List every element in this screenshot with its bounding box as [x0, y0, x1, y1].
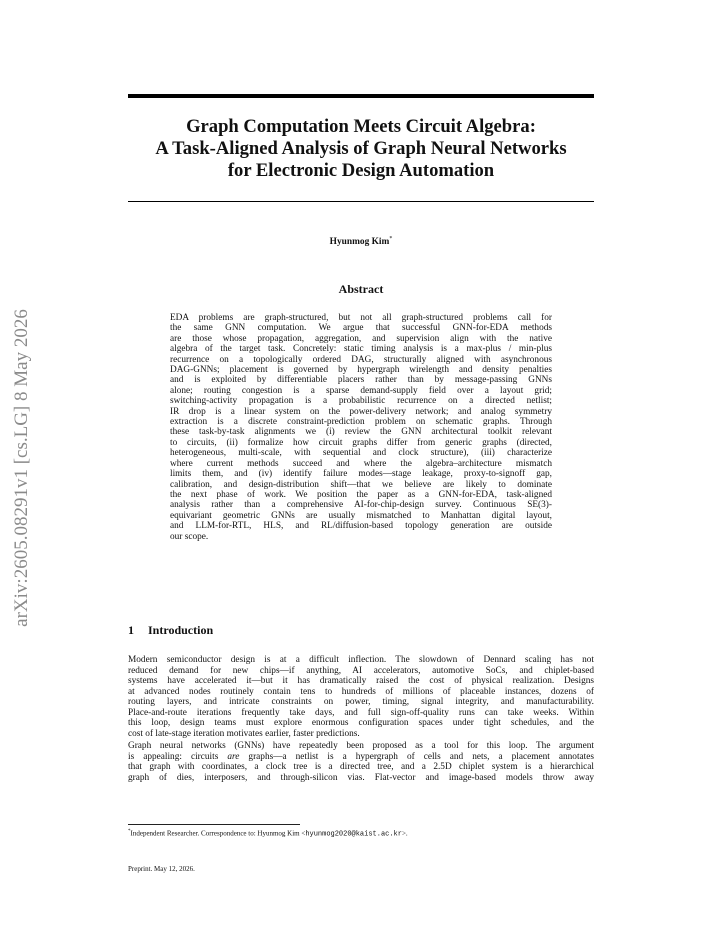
footnote-email[interactable]: hyunmog2020@kaist.ac.kr — [305, 830, 402, 839]
paragraph-line: Place-and-route iterations frequently take days, and full sign-off-quality runs can take weeks. Within — [128, 707, 594, 718]
arxiv-identifier-stamp: arXiv:2605.08291v1 [cs.LG] 8 May 2026 — [11, 309, 32, 627]
paragraph-line: algebra of the target task. Concretely: static timing analysis is a max-plus / min-plus — [170, 344, 552, 355]
intro-paragraph-2 — [128, 741, 594, 783]
paragraph-line: to circuits, (ii) formalize how circuit graphs differ from generic graphs (directed, — [170, 437, 552, 448]
paragraph-line: systems have accelerated it—but it has dramatically raised the cost of physical realization. Designs — [128, 676, 594, 686]
paragraph-line: that graph with coordinates, a clock tree is a directed tree, and a 2.5D chiplet system is a hierarchical — [128, 762, 594, 772]
emphasis-text: are — [227, 751, 240, 762]
paragraph-line: calibration, and design-distribution shift—that we believe are likely to dominate — [170, 479, 552, 490]
paragraph-line: this loop, design teams must explore enormous configuration spaces under tight schedules, and the — [128, 718, 594, 728]
paragraph-line: Graph neural networks (GNNs) have repeatedly been proposed as a tool for this loop. The argument — [128, 741, 594, 751]
paragraph-line: graph of dies, interposers, and through-silicon vias. Flat-vector and image-based models throw away — [128, 772, 594, 783]
paper-title — [128, 116, 594, 182]
paragraph-line: reduced demand for new chips—if anything, AI accelerators, automotive SoCs, and chiplet-based — [128, 665, 594, 676]
paragraph-line: the same GNN computation. We argue that successful GNN-for-EDA methods — [170, 323, 552, 334]
section-title: Introduction — [148, 623, 214, 637]
title-line: Graph Computation Meets Circuit Algebra: — [186, 116, 536, 137]
footnote-rule — [128, 824, 300, 825]
paragraph-line: switching-activity propagation is a probabilistic recurrence on a directed netlist; — [170, 396, 552, 407]
paragraph-line: extraction is a discrete constraint-prediction problem on schematic graphs. Through — [170, 417, 552, 428]
author-name: Hyunmog Kim — [329, 237, 390, 248]
paragraph-line: alone; routing congestion is a sparse demand-supply field over a layout grid; — [170, 385, 552, 396]
paragraph-line — [128, 752, 594, 763]
paragraph-line: Modern semiconductor design is at a difficult inflection. The slowdown of Dennard scaling has not — [128, 655, 594, 665]
paragraph-line: and is exploited by differentiable placers rather than by message-passing GNNs — [170, 375, 552, 386]
paragraph-line: DAG-GNNs; placement is governed by hypergraph wirelength and density penalties — [170, 365, 552, 376]
paragraph-line: where current methods succeed and where the algebra–architecture mismatch — [170, 458, 552, 469]
title-line: A Task-Aligned Analysis of Graph Neural Networks — [155, 138, 567, 159]
author-footnote-mark: * — [389, 236, 393, 242]
intro-paragraph-1 — [128, 655, 594, 739]
paragraph-line: heterogeneous, multi-scale, with sequential and clock structure), (iii) characterize — [170, 448, 552, 459]
title-line: for Electronic Design Automation — [227, 160, 495, 181]
paragraph-line: equivariant geometric GNNs are usually mismatched to Manhattan digital layout, — [170, 510, 552, 521]
preprint-notice: Preprint. May 12, 2026. — [128, 865, 195, 873]
abstract-body — [170, 313, 552, 542]
paragraph-line: at advanced nodes routinely contain tens to hundreds of millions of placeable instances, dozens of — [128, 686, 594, 697]
paragraph-line: and LLM-for-RTL, HLS, and RL/diffusion-based topology generation are outside — [170, 521, 552, 532]
title-top-rule — [128, 94, 594, 98]
paragraph-line: the next phase of work. We position the paper as a GNN-for-EDA, task-aligned — [170, 489, 552, 500]
paragraph-line: these task-by-task alignments we (i) review the GNN architectural toolkit relevant — [170, 427, 552, 438]
section-heading — [128, 623, 213, 638]
paragraph-line: IR drop is a linear system on the power-delivery network; and analog symmetry — [170, 406, 552, 417]
paragraph-line: EDA problems are graph-structured, but not all graph-structured problems call for — [170, 313, 552, 323]
text-run: is appealing: circuits — [128, 751, 228, 762]
section-number: 1 — [128, 623, 134, 637]
paragraph-line: are those whose propagation, aggregation, and supervision align with the native — [170, 333, 552, 344]
footnote-close: >. — [401, 829, 408, 838]
paragraph-line: cost of late-stage iteration motivates earlier, faster predictions. — [128, 728, 360, 739]
paragraph-line: limits them, and (iv) identify failure modes—stage leakage, proxy-to-signoff gap, — [170, 469, 552, 480]
footnote — [128, 829, 408, 838]
footnote-text: Independent Researcher. Correspondence to: Hyunmog Kim < — [130, 829, 306, 838]
paragraph-line: analysis rather than a comprehensive AI-for-chip-design survey. Continuous SE(3)- — [170, 500, 552, 511]
paragraph-line: routing layers, and intricate constraints on power, timing, signal integrity, and manufacturability. — [128, 697, 594, 707]
paragraph-line: recurrence on a topologically ordered DAG, structurally aligned with asynchronous — [170, 354, 552, 365]
paragraph-line: our scope. — [170, 531, 209, 542]
footnote-mark: * — [128, 829, 131, 834]
title-bottom-rule — [128, 201, 594, 202]
text-run: graphs—a netlist is a hypergraph of cells and nets, a placement annotates — [239, 751, 594, 762]
abstract-heading: Abstract — [338, 282, 384, 296]
author-line — [128, 236, 594, 247]
